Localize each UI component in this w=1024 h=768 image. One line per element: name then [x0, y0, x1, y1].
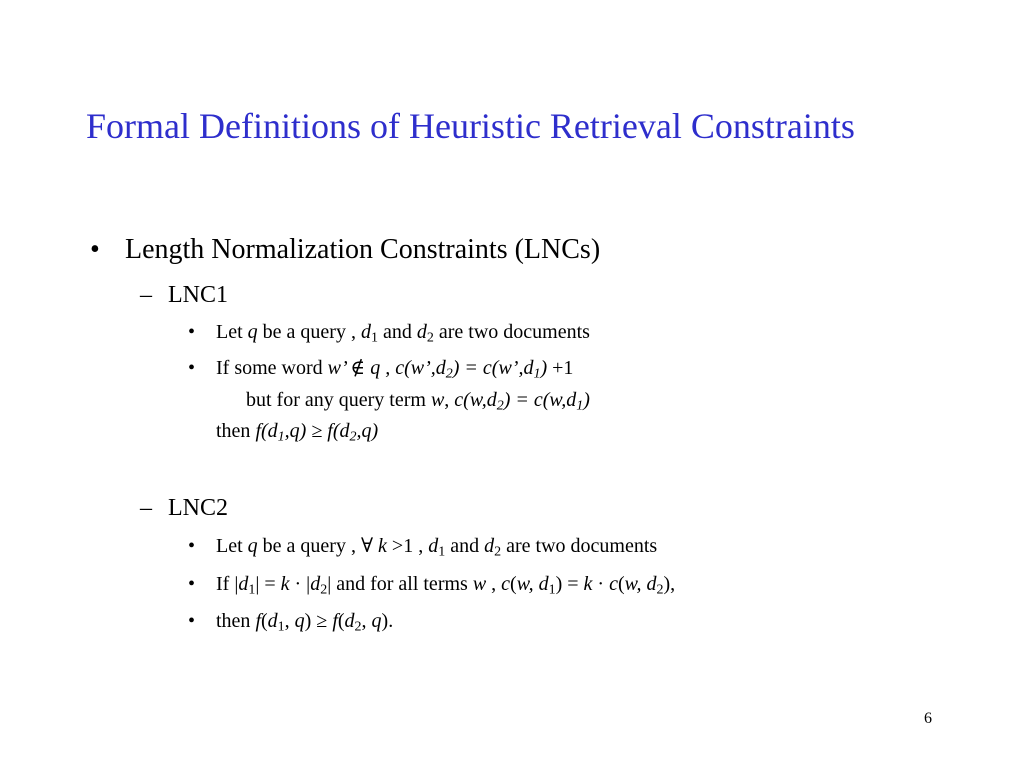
lnc1-item1-marker: •	[188, 321, 196, 343]
lnc1-label: LNC1	[168, 282, 228, 308]
page-number: 6	[924, 710, 932, 727]
lnc2-item1-marker: •	[188, 535, 196, 557]
main-bullet-text: Length Normalization Constraints (LNCs)	[125, 234, 601, 265]
lnc1-item2: If some word w’ ∉ q , $c(w’,d_2)$ = $c(w’,d_1) +1$	[216, 357, 574, 382]
lnc1-item2-marker: •	[188, 357, 196, 379]
lnc2-item2: If $|d_1| = k \cdot |d_2|$ and for all terms w , c(w, $d_1) = k \cdot c(w$, $d_2$),	[216, 573, 676, 598]
lnc1-item1: Let q be a query , $d_1$ and $d_2$ are two documents	[216, 321, 590, 346]
main-bullet-marker: •	[90, 234, 100, 265]
lnc2-item3-marker: •	[188, 610, 196, 632]
lnc2-item1: Let q be a query , ∀ k >1 , $d_1$ and $d_2$ are two documents	[216, 535, 658, 560]
lnc1-item2-conclusion: then $f(d_1,q) \ge f(d_2,q)$	[216, 420, 379, 445]
lnc2-item2-marker: •	[188, 573, 196, 595]
lnc2-dash: –	[140, 495, 152, 521]
slide-title: Formal Definitions of Heuristic Retrieval Constraints	[86, 106, 855, 146]
lnc1-dash: –	[140, 282, 152, 308]
lnc1-item2-continuation: but for any query term w, $c(w,d_2) = c(w,d_1)$	[246, 389, 590, 414]
lnc2-item3: then $f(d_1$, $q) \ge f(d_2$, q).	[216, 610, 394, 635]
lnc2-label: LNC2	[168, 495, 228, 521]
